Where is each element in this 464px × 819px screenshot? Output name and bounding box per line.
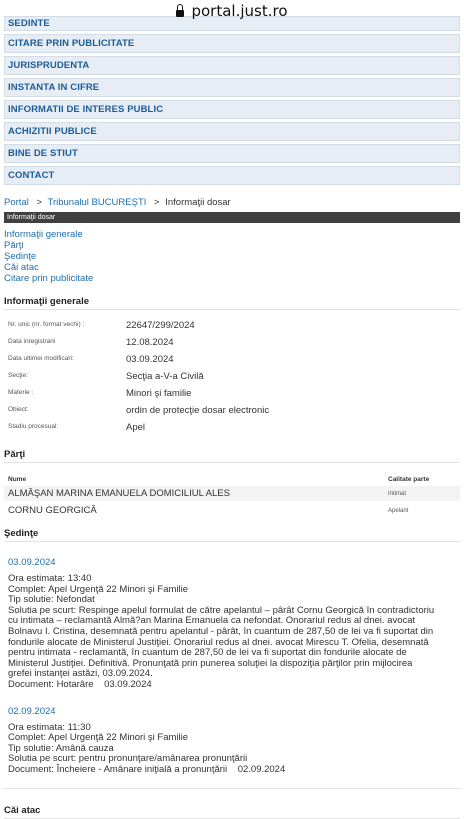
- hearing-document[interactable]: Document: Hotarâre 03.09.2024: [8, 678, 152, 690]
- table-row: [4, 503, 460, 518]
- hearing-line: Ora estimata: 13:40: [8, 573, 92, 584]
- hearing-item: [8, 557, 456, 691]
- hearing-document[interactable]: Document: Încheiere - Amânare iniţială a pronunţării 02.09.2024: [8, 763, 286, 775]
- general-row: [4, 337, 460, 354]
- menu-item-achizitii-publice[interactable]: ACHIZITII PUBLICE: [4, 122, 460, 141]
- section-title-general: Informaţii generale: [4, 290, 460, 310]
- menu-item-informatii-interes-public[interactable]: INFORMATII DE INTERES PUBLIC: [4, 100, 460, 119]
- hearing-line: Ministerul Justiţiei. Definitivă. Pronunţată prin punerea soluţiei la dispoziţia părţilor prin mijlocirea: [8, 657, 413, 669]
- party-role: Intimat: [388, 490, 407, 497]
- general-value: Secţia a-V-a Civilă: [126, 371, 204, 382]
- menu-item-citare[interactable]: CITARE PRIN PUBLICITATE: [4, 34, 460, 53]
- menu-item-contact[interactable]: CONTACT: [4, 166, 460, 185]
- breadcrumb-current: Informaţii dosar: [165, 197, 231, 208]
- hearing-line: pentru intimata - reclamantă, în cuantum de 287,50 de lei va fi suportat din fondurile alocate de: [8, 647, 407, 659]
- link-informatii-generale[interactable]: Informaţii generale: [4, 229, 83, 240]
- hearing-line: cu intimata – reclamantă Almă?an Marina Emanuela ca nefondat. Onorariul redus al dnei. avocat: [8, 615, 416, 627]
- link-citare-publicitate[interactable]: Citare prin publicitate: [4, 273, 94, 284]
- link-sedinte[interactable]: Şedinţe: [4, 251, 37, 262]
- col-header-role: Calitate parte: [388, 476, 430, 483]
- table-row: [4, 486, 460, 501]
- general-value: ordin de protecţie dosar electronic: [126, 405, 270, 416]
- hearing-line: Ora estimata: 11:30: [8, 721, 91, 733]
- party-role: Apelant: [388, 507, 409, 514]
- party-name: ALMĂŞAN MARINA EMANUELA DOMICILIUL ALES: [8, 488, 230, 499]
- menu-item-sedinte[interactable]: SEDINTE: [4, 16, 460, 31]
- hearing-line: Complet: Apel Urgenţă 22 Minori şi Familie: [8, 732, 189, 744]
- general-value: 22647/299/2024: [126, 320, 195, 331]
- general-label: Stadiu procesual:: [8, 423, 59, 430]
- hearing-line: Bolnavu I. Cristina, desemnată pentru apelantul - pârât, în cuantum de 287,50 de lei va fi suportat din: [8, 625, 434, 637]
- divider: [4, 788, 460, 789]
- section-title-cai-atac: Căi atac: [4, 799, 460, 819]
- hearing-line: Tip solutie: Nefondat: [8, 594, 95, 606]
- page-header-bar: Informaţii dosar: [4, 212, 460, 223]
- lock-icon: [176, 10, 184, 17]
- general-row: [4, 371, 460, 388]
- hearing-line: Solutia pe scurt: Respinge apelul formulat de către apelantul – pârât Cornu Georgică în contradictoriu: [8, 604, 435, 616]
- general-row: [4, 354, 460, 371]
- col-header-name: Nume: [8, 476, 27, 483]
- general-row: [4, 388, 460, 405]
- general-value: 03.09.2024: [126, 354, 174, 365]
- general-label: Secţie:: [8, 372, 28, 379]
- section-title-parti: Părţi: [4, 443, 460, 463]
- link-cai-atac[interactable]: Căi atac: [4, 262, 39, 273]
- menu-item-bine-de-stiut[interactable]: BINE DE STIUT: [4, 144, 460, 163]
- hearing-item: [8, 706, 456, 776]
- main-menu: [4, 16, 460, 185]
- general-label: Materie :: [8, 389, 34, 396]
- general-label: Nr. unic (nr. format vechi) :: [8, 321, 85, 328]
- general-row: [4, 320, 460, 337]
- general-row: [4, 422, 460, 439]
- url-text: portal.just.ro: [191, 2, 288, 20]
- hearing-line: Complet: Apel Urgenţă 22 Minori şi Familie: [8, 583, 189, 595]
- link-parti[interactable]: Părţi: [4, 240, 24, 251]
- general-value: Minori şi familie: [126, 388, 192, 399]
- parti-table-header: [4, 476, 460, 483]
- general-value: 12.08.2024: [126, 337, 174, 348]
- general-label: Obiect:: [8, 406, 29, 413]
- hearing-line: Solutia pe scurt: pentru pronunţare/amânarea pronunţării: [8, 753, 248, 765]
- general-row: [4, 405, 460, 422]
- breadcrumb-separator: >: [36, 197, 43, 208]
- menu-item-instanta-in-cifre[interactable]: INSTANTA IN CIFRE: [4, 78, 460, 97]
- hearing-line: grefei instanţei astăzi, 03.09.2024.: [8, 668, 153, 680]
- general-value: Apel: [126, 422, 146, 433]
- hearing-date: 02.09.2024: [8, 705, 56, 717]
- general-info-table: [4, 320, 460, 439]
- general-label: Data inregistrarii: [8, 338, 56, 345]
- general-label: Data ultimei modificari:: [8, 355, 74, 362]
- breadcrumb-separator: >: [154, 197, 160, 208]
- hearing-line: Tip solutie: Amână cauza: [8, 742, 114, 754]
- hearing-date: 03.09.2024: [8, 557, 56, 568]
- quick-links: [4, 229, 460, 284]
- hearing-line: fondurile alocate de Ministerul Justiţiei. Onorariul redus al dnei. avocat Mirescu T. Ofelia, desemnată: [8, 636, 429, 648]
- breadcrumb-portal-link[interactable]: Portal: [4, 197, 29, 208]
- party-name: CORNU GEORGICĂ: [8, 505, 97, 516]
- menu-item-jurisprudenta[interactable]: JURISPRUDENTA: [4, 56, 460, 75]
- breadcrumb-court-link[interactable]: Tribunalul BUCUREŞTI: [47, 197, 147, 208]
- breadcrumb: [4, 197, 460, 208]
- section-title-sedinte: Şedinţe: [4, 522, 460, 542]
